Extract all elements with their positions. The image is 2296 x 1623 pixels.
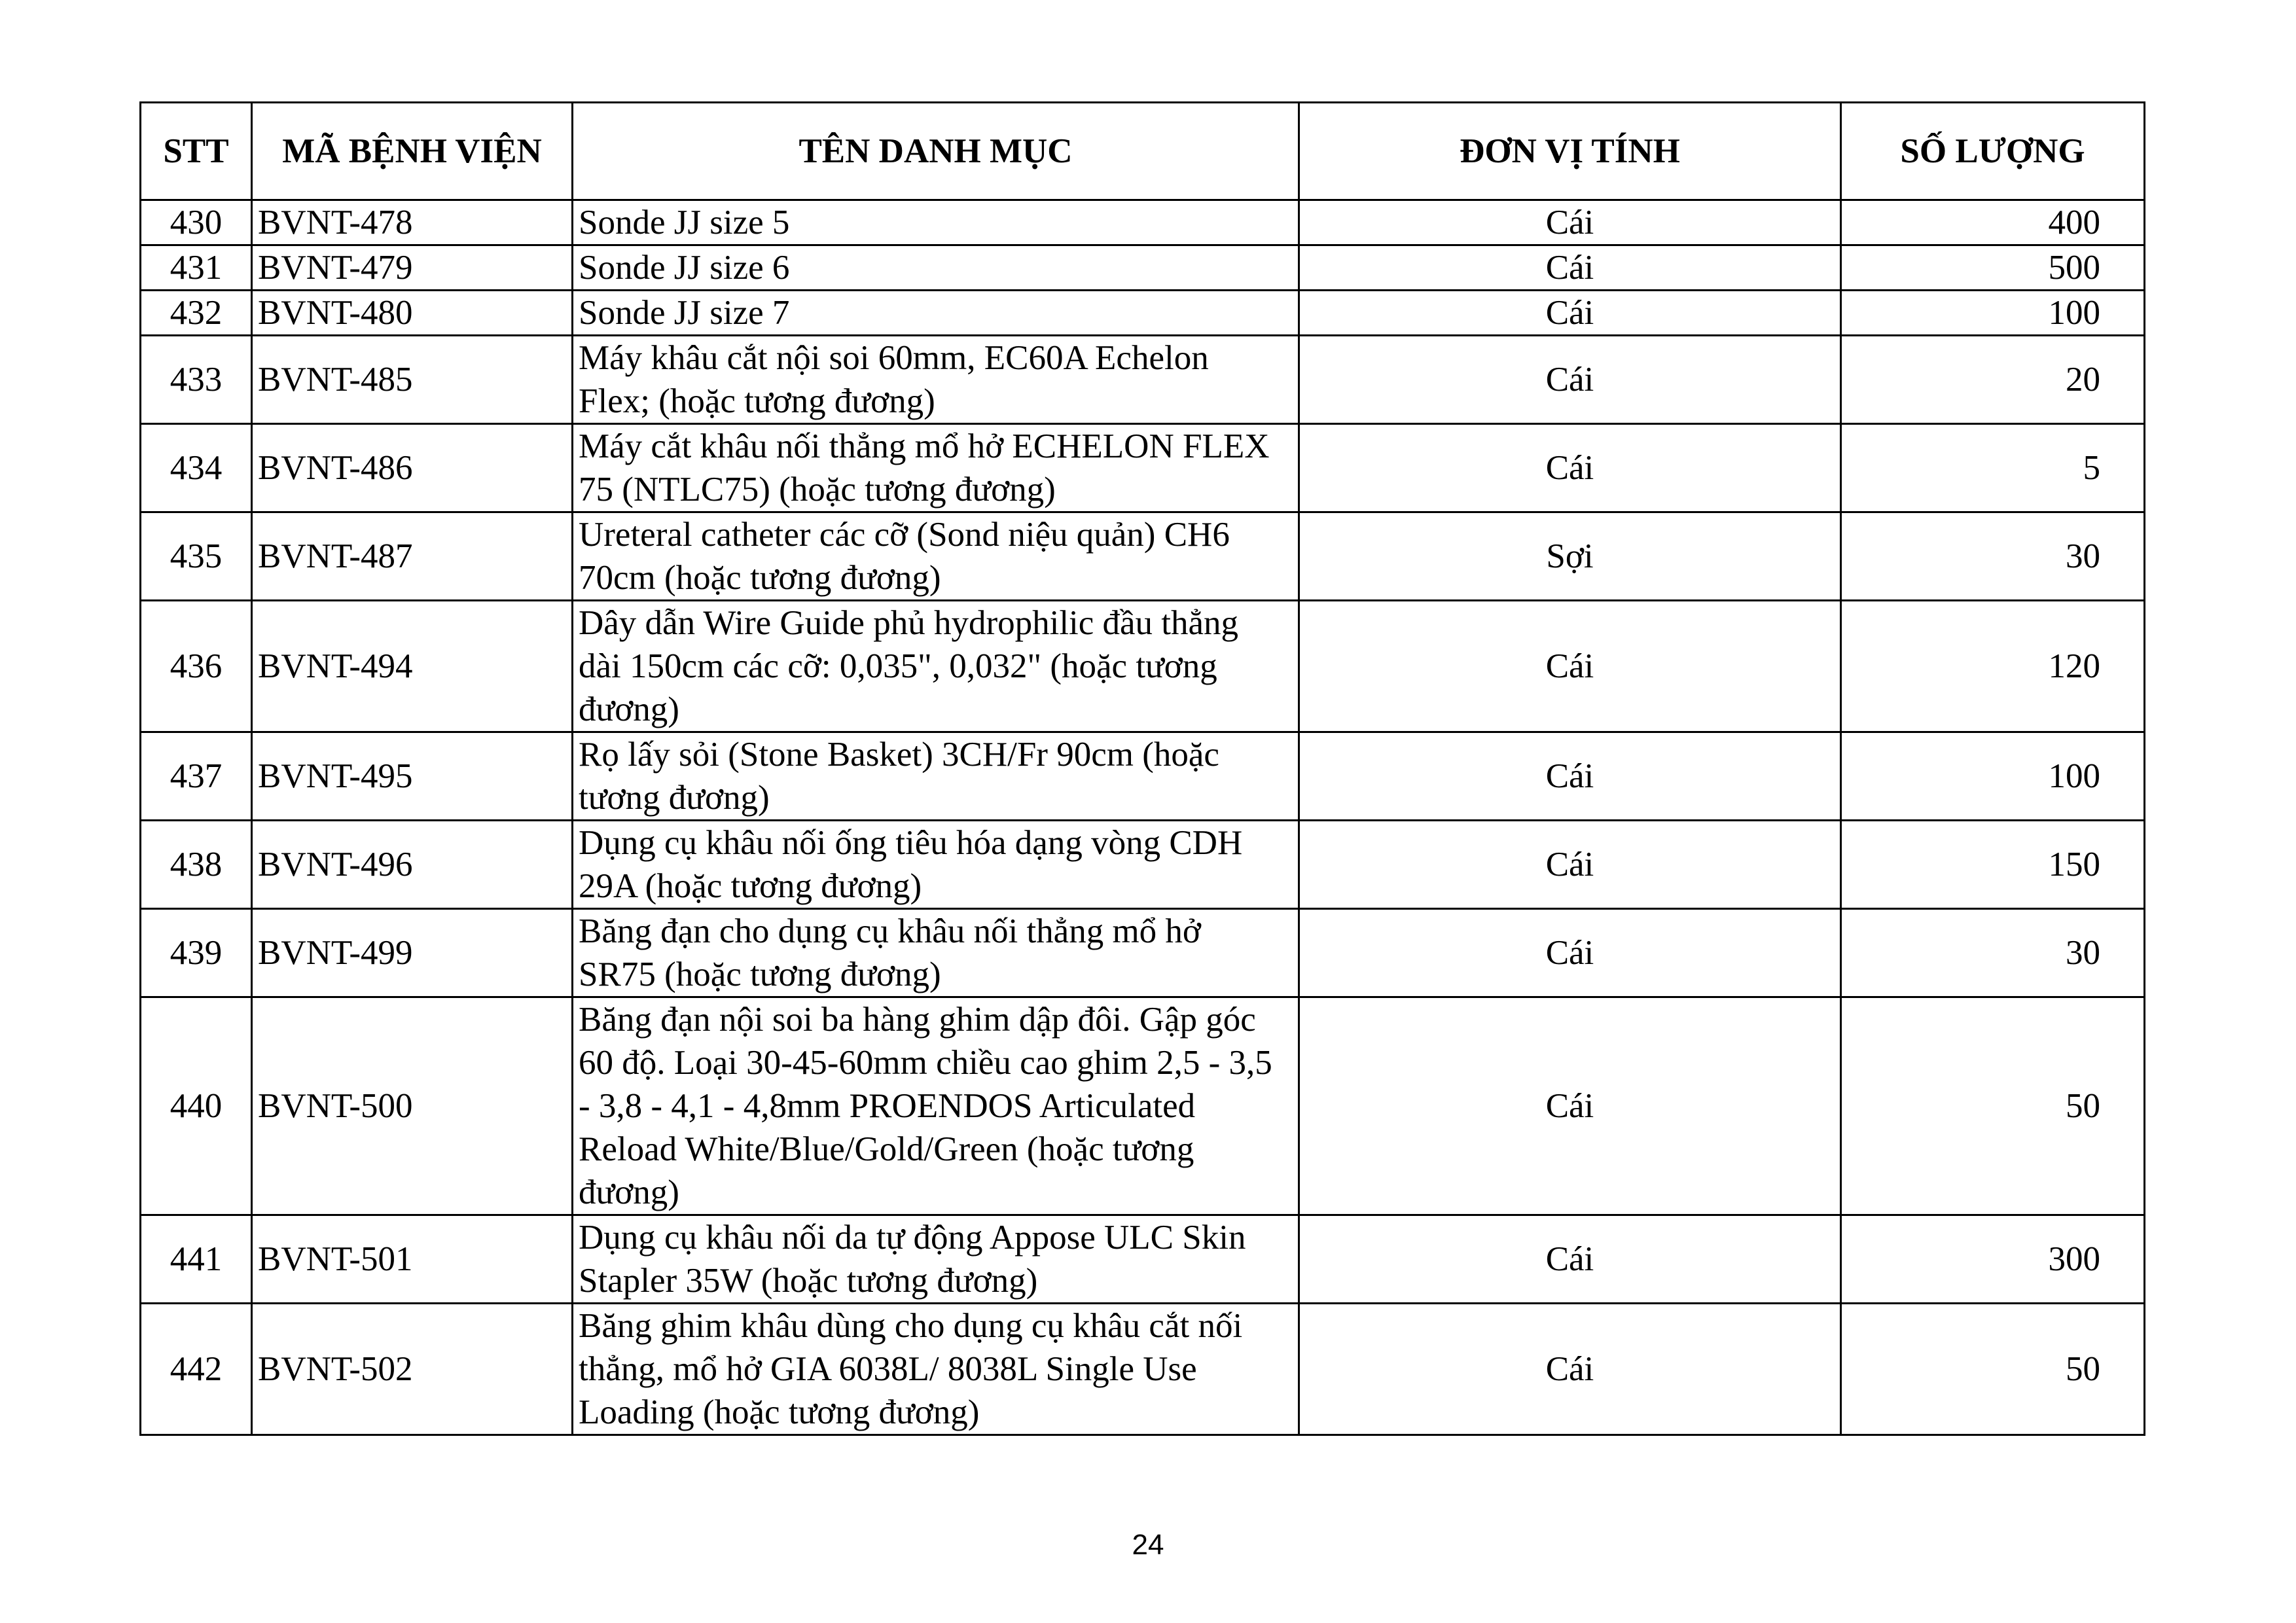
cell-quantity: 50 [1841, 997, 2145, 1215]
item-name-line: Băng đạn nội soi ba hàng ghim dập đôi. Gập góc [579, 1001, 1256, 1039]
cell-item-name [573, 200, 1299, 245]
header-hospital-code: MÃ BỆNH VIỆN [252, 103, 573, 200]
cell-hospital-code: BVNT-494 [252, 601, 573, 732]
cell-unit: Cái [1299, 424, 1841, 512]
cell-hospital-code: BVNT-480 [252, 291, 573, 336]
item-name-line: 75 (NTLC75) (hoặc tương đương) [579, 471, 1056, 508]
cell-hospital-code: BVNT-496 [252, 821, 573, 909]
cell-hospital-code: BVNT-486 [252, 424, 573, 512]
item-name-line: - 3,8 - 4,1 - 4,8mm PROENDOS Articulated [579, 1087, 1196, 1125]
cell-stt: 430 [141, 200, 252, 245]
cell-item-name [573, 1215, 1299, 1304]
cell-hospital-code: BVNT-479 [252, 245, 573, 291]
cell-hospital-code: BVNT-495 [252, 732, 573, 821]
header-row [141, 103, 2145, 200]
cell-item-name [573, 245, 1299, 291]
cell-item-name [573, 821, 1299, 909]
supplies-table [139, 101, 2145, 1436]
item-name-line: Stapler 35W (hoặc tương đương) [579, 1262, 1038, 1300]
cell-quantity: 150 [1841, 821, 2145, 909]
table-row [141, 245, 2145, 291]
item-name-line: Rọ lấy sỏi (Stone Basket) 3CH/Fr 90cm (hoặc [579, 736, 1219, 774]
cell-hospital-code: BVNT-502 [252, 1304, 573, 1435]
cell-unit: Cái [1299, 909, 1841, 997]
item-name-line: SR75 (hoặc tương đương) [579, 955, 941, 993]
table-row [141, 909, 2145, 997]
item-name-line: thẳng, mổ hở GIA 6038L/ 8038L Single Use [579, 1350, 1197, 1388]
table-body [141, 200, 2145, 1435]
cell-stt: 440 [141, 997, 252, 1215]
cell-unit: Cái [1299, 336, 1841, 424]
item-name-line: Máy cắt khâu nối thẳng mổ hở ECHELON FLEX [579, 427, 1270, 465]
item-name-line: Sonde JJ size 5 [579, 204, 790, 241]
item-name-line: Băng ghim khâu dùng cho dụng cụ khâu cắt nối [579, 1307, 1243, 1345]
item-name-line: đương) [579, 690, 679, 728]
cell-item-name [573, 909, 1299, 997]
item-name-line: Băng đạn cho dụng cụ khâu nối thẳng mổ hở [579, 912, 1201, 950]
cell-hospital-code: BVNT-478 [252, 200, 573, 245]
table-row [141, 200, 2145, 245]
cell-quantity: 120 [1841, 601, 2145, 732]
table-row [141, 512, 2145, 601]
table-row [141, 1215, 2145, 1304]
page-number: 24 [1132, 1529, 1164, 1561]
item-name-line: Sonde JJ size 6 [579, 249, 790, 287]
cell-stt: 441 [141, 1215, 252, 1304]
item-name-line: đương) [579, 1173, 679, 1211]
cell-quantity: 30 [1841, 909, 2145, 997]
table-header [141, 103, 2145, 200]
item-name-line: Dụng cụ khâu nối ống tiêu hóa dạng vòng CDH [579, 824, 1243, 862]
item-name-line: tương đương) [579, 779, 770, 817]
cell-unit: Cái [1299, 1304, 1841, 1435]
cell-stt: 433 [141, 336, 252, 424]
item-name-line: Ureteral catheter các cỡ (Sond niệu quản) CH6 [579, 516, 1230, 554]
header-unit: ĐƠN VỊ TÍNH [1299, 103, 1841, 200]
item-name-line: Reload White/Blue/Gold/Green (hoặc tương [579, 1130, 1194, 1168]
cell-quantity: 50 [1841, 1304, 2145, 1435]
cell-stt: 436 [141, 601, 252, 732]
header-item-name: TÊN DANH MỤC [573, 103, 1299, 200]
item-name-line: Flex; (hoặc tương đương) [579, 382, 935, 420]
cell-item-name [573, 424, 1299, 512]
item-name-line: 70cm (hoặc tương đương) [579, 559, 941, 597]
item-name-line: 60 độ. Loại 30-45-60mm chiều cao ghim 2,5 - 3,5 [579, 1044, 1272, 1082]
item-name-line: Sonde JJ size 7 [579, 294, 790, 332]
cell-stt: 437 [141, 732, 252, 821]
table-row [141, 1304, 2145, 1435]
table-row [141, 291, 2145, 336]
cell-hospital-code: BVNT-485 [252, 336, 573, 424]
cell-hospital-code: BVNT-487 [252, 512, 573, 601]
cell-unit: Cái [1299, 997, 1841, 1215]
table-row [141, 601, 2145, 732]
cell-unit: Cái [1299, 1215, 1841, 1304]
item-name-line: Máy khâu cắt nội soi 60mm, EC60A Echelon [579, 339, 1209, 377]
table-row [141, 732, 2145, 821]
cell-hospital-code: BVNT-501 [252, 1215, 573, 1304]
table-row [141, 997, 2145, 1215]
cell-item-name [573, 336, 1299, 424]
table-row [141, 821, 2145, 909]
cell-item-name [573, 601, 1299, 732]
cell-item-name [573, 997, 1299, 1215]
cell-stt: 438 [141, 821, 252, 909]
cell-stt: 435 [141, 512, 252, 601]
cell-quantity: 100 [1841, 732, 2145, 821]
cell-hospital-code: BVNT-499 [252, 909, 573, 997]
item-name-line: Dây dẫn Wire Guide phủ hydrophilic đầu thẳng [579, 604, 1239, 642]
cell-stt: 434 [141, 424, 252, 512]
item-name-line: Loading (hoặc tương đương) [579, 1393, 980, 1431]
item-name-line: dài 150cm các cỡ: 0,035", 0,032" (hoặc tương [579, 647, 1217, 685]
cell-unit: Cái [1299, 732, 1841, 821]
item-name-line: 29A (hoặc tương đương) [579, 867, 922, 905]
cell-stt: 431 [141, 245, 252, 291]
cell-item-name [573, 291, 1299, 336]
item-name-line: Dụng cụ khâu nối da tự động Appose ULC Skin [579, 1219, 1246, 1257]
cell-item-name [573, 1304, 1299, 1435]
cell-stt: 442 [141, 1304, 252, 1435]
table-row [141, 424, 2145, 512]
table-row [141, 336, 2145, 424]
header-stt: STT [141, 103, 252, 200]
cell-quantity: 20 [1841, 336, 2145, 424]
cell-item-name [573, 512, 1299, 601]
header-quantity: SỐ LƯỢNG [1841, 103, 2145, 200]
cell-unit: Cái [1299, 200, 1841, 245]
cell-unit: Cái [1299, 821, 1841, 909]
cell-hospital-code: BVNT-500 [252, 997, 573, 1215]
cell-stt: 432 [141, 291, 252, 336]
cell-unit: Cái [1299, 245, 1841, 291]
cell-quantity: 400 [1841, 200, 2145, 245]
cell-quantity: 500 [1841, 245, 2145, 291]
cell-quantity: 5 [1841, 424, 2145, 512]
cell-stt: 439 [141, 909, 252, 997]
cell-quantity: 30 [1841, 512, 2145, 601]
cell-quantity: 100 [1841, 291, 2145, 336]
cell-unit: Cái [1299, 291, 1841, 336]
cell-unit: Cái [1299, 601, 1841, 732]
cell-quantity: 300 [1841, 1215, 2145, 1304]
cell-item-name [573, 732, 1299, 821]
cell-unit: Sợi [1299, 512, 1841, 601]
